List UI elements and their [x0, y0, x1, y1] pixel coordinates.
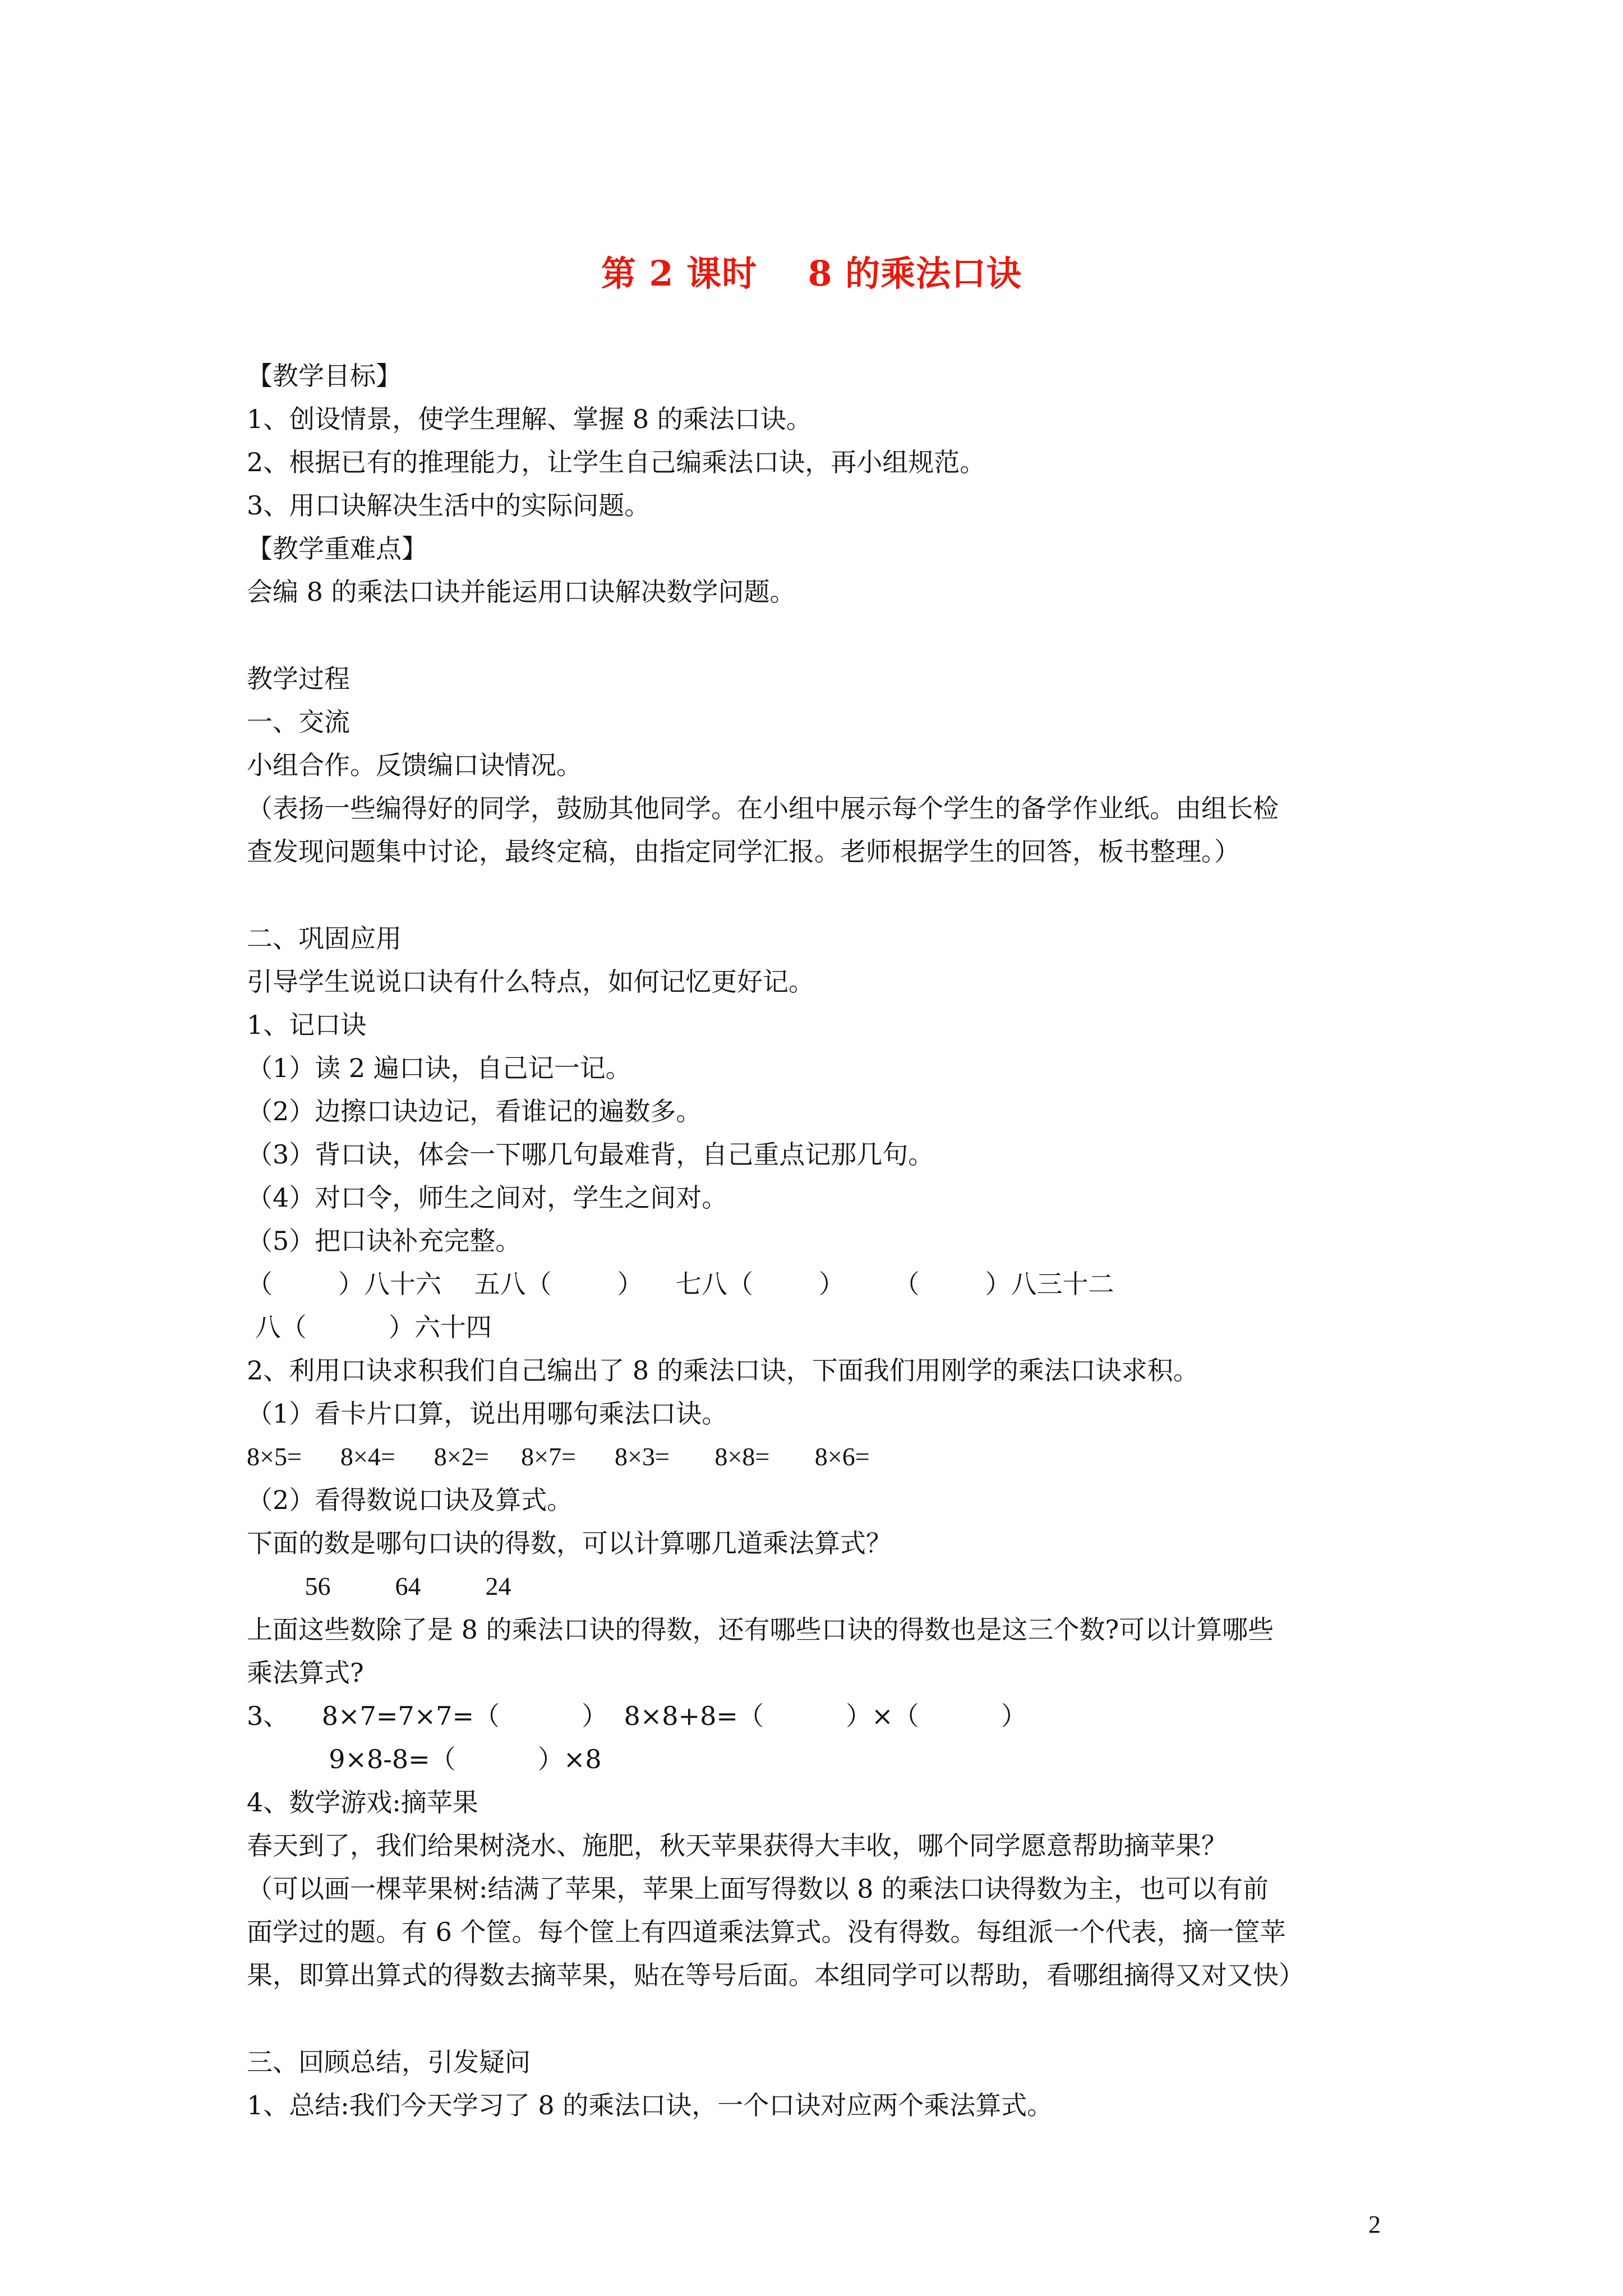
- section1-line1: 小组合作。反馈编口诀情况。: [247, 750, 582, 780]
- multiplication-equations: 8×5= 8×4= 8×2= 8×7= 8×3= 8×8= 8×6=: [247, 1442, 870, 1471]
- section2-step4: （4）对口令，师生之间对，学生之间对。: [247, 1182, 728, 1213]
- process-heading: 教学过程: [247, 664, 350, 694]
- section1-line2: （表扬一些编得好的同学，鼓励其他同学。在小组中展示每个学生的备学作业纸。由组长检: [247, 793, 1279, 823]
- section2-item2: 2、利用口诀求积我们自己编出了 8 的乘法口诀，下面我们用刚学的乘法口诀求积。: [247, 1355, 1199, 1386]
- page-number: 2: [1368, 2211, 1381, 2238]
- game-line1: 春天到了，我们给果树浇水、施肥，秋天苹果获得大丰收，哪个同学愿意帮助摘苹果？: [247, 1830, 1227, 1861]
- section2-card: （1）看卡片口算，说出用哪句乘法口诀。: [247, 1398, 728, 1429]
- objectives-heading: 【教学目标】: [247, 361, 402, 391]
- section2-step-b: （2）看得数说口诀及算式。: [247, 1485, 573, 1515]
- key-points-text: 会编 8 的乘法口诀并能运用口诀解决数学问题。: [247, 577, 796, 607]
- key-points-heading: 【教学重难点】: [247, 533, 427, 564]
- section2-step2: （2）边擦口诀边记，看谁记的遍数多。: [247, 1096, 702, 1126]
- game-line4: 果，即算出算式的得数去摘苹果，贴在等号后面。本组同学可以帮助，看哪组摘得又对又快）: [247, 1960, 1304, 1990]
- section2-question: 下面的数是哪句口诀的得数，可以计算哪几道乘法算式？: [247, 1528, 892, 1558]
- section2-intro: 引导学生说说口诀有什么特点，如何记忆更好记。: [247, 967, 814, 997]
- section2-heading: 二、巩固应用: [247, 923, 402, 954]
- objective-2: 2、根据已有的推理能力，让学生自己编乘法口诀，再小组规范。: [247, 447, 986, 477]
- section2-item3a: 3、 8×7=7×7=（ ） 8×8+8=（ ）×（ ）: [247, 1701, 1027, 1731]
- section2-item3b: 9×8-8=（ ）×8: [247, 1744, 602, 1774]
- objective-1: 1、创设情景，使学生理解、掌握 8 的乘法口诀。: [247, 404, 812, 434]
- section1-line3: 查发现问题集中讨论，最终定稿，由指定同学汇报。老师根据学生的回答，板书整理。）: [247, 836, 1240, 867]
- section2-step3: （3）背口诀，体会一下哪几句最难背，自己重点记那几句。: [247, 1139, 934, 1170]
- section2-followup2: 乘法算式?: [247, 1658, 364, 1688]
- section2-step5: （5）把口诀补充完整。: [247, 1226, 522, 1256]
- section3-heading: 三、回顾总结，引发疑问: [247, 2047, 531, 2077]
- objective-3: 3、用口诀解决生活中的实际问题。: [247, 490, 651, 521]
- fill-in-blanks-row2: 八（ ）六十四: [247, 1312, 492, 1342]
- section2-followup1: 上面这些数除了是 8 的乘法口诀的得数，还有哪些口诀的得数也是这三个数?可以计算哪些: [247, 1614, 1274, 1645]
- section1-heading: 一、交流: [247, 707, 350, 737]
- game-line2: （可以画一棵苹果树:结满了苹果，苹果上面写得数以 8 的乘法口诀得数为主，也可以有前: [247, 1874, 1269, 1904]
- lesson-title: 第 2 课时 8 的乘法口诀: [601, 253, 1022, 294]
- game-line3: 面学过的题。有 6 个筐。每个筐上有四道乘法算式。没有得数。每组派一个代表，摘一筐苹: [247, 1917, 1286, 1947]
- section2-step1: （1）读 2 遍口诀，自己记一记。: [247, 1053, 631, 1083]
- product-numbers: 56 64 24: [247, 1572, 511, 1600]
- fill-in-blanks-row1: （ ）八十六 五八（ ） 七八（ ） （ ）八三十二: [247, 1269, 1114, 1299]
- section3-summary: 1、总结:我们今天学习了 8 的乘法口诀，一个口诀对应两个乘法算式。: [247, 2090, 1053, 2120]
- section2-item1: 1、记口诀: [247, 1010, 367, 1040]
- section2-item4: 4、数学游戏:摘苹果: [247, 1787, 478, 1818]
